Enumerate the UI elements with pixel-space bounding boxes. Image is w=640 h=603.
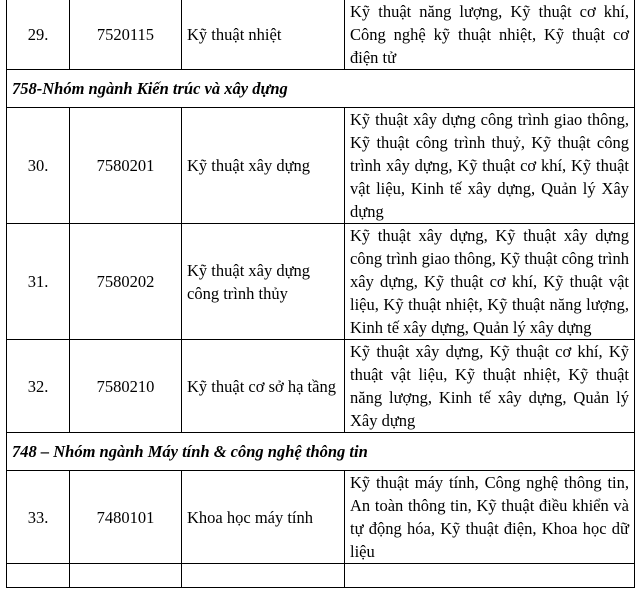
major-code: 7580210 [70, 340, 182, 433]
major-name: Kỹ thuật xây dựng công trình thủy [182, 224, 345, 340]
major-code: 7520115 [70, 0, 182, 70]
group-header-row [7, 70, 635, 108]
table-row [7, 471, 635, 564]
table-row [7, 224, 635, 340]
row-number: 30. [7, 108, 70, 224]
major-name: Kỹ thuật xây dựng [182, 108, 345, 224]
row-number: 29. [7, 0, 70, 70]
major-code [70, 564, 182, 588]
majors-table [6, 0, 635, 588]
table-row [7, 0, 635, 70]
row-number: 33. [7, 471, 70, 564]
table-row [7, 564, 635, 588]
related-majors: Kỹ thuật máy tính, Công nghệ thông tin, An toàn thông tin, Kỹ thuật điều khiển và tự động hóa, Kỹ thuật điện, Khoa học dữ liệu [345, 471, 635, 564]
major-name: Kỹ thuật nhiệt [182, 0, 345, 70]
related-majors [345, 564, 635, 588]
major-code: 7580202 [70, 224, 182, 340]
major-name [182, 564, 345, 588]
group-title: 758-Nhóm ngành Kiến trúc và xây dựng [7, 70, 635, 108]
table-row [7, 108, 635, 224]
major-code: 7480101 [70, 471, 182, 564]
group-header-row [7, 433, 635, 471]
major-code: 7580201 [70, 108, 182, 224]
related-majors: Kỹ thuật xây dựng, Kỹ thuật cơ khí, Kỹ thuật vật liệu, Kỹ thuật nhiệt, Kỹ thuật năng lượng, Kinh tế xây dựng, Quản lý Xây dựng [345, 340, 635, 433]
row-number [7, 564, 70, 588]
group-title: 748 – Nhóm ngành Máy tính & công nghệ thông tin [7, 433, 635, 471]
major-name: Khoa học máy tính [182, 471, 345, 564]
row-number: 32. [7, 340, 70, 433]
major-name: Kỹ thuật cơ sở hạ tầng [182, 340, 345, 433]
table-row [7, 340, 635, 433]
row-number: 31. [7, 224, 70, 340]
related-majors: Kỹ thuật xây dựng, Kỹ thuật xây dựng công trình giao thông, Kỹ thuật công trình xây dựng, Kỹ thuật cơ khí, Kỹ thuật vật liệu, Kỹ thuật nhiệt, Kỹ thuật năng lượng, Kinh tế xây dựng, Quản lý xây dựng [345, 224, 635, 340]
related-majors: Kỹ thuật xây dựng công trình giao thông, Kỹ thuật công trình thuỷ, Kỹ thuật công trình xây dựng, Kỹ thuật cơ khí, Kỹ thuật vật liệu, Kinh tế xây dựng, Quản lý Xây dựng [345, 108, 635, 224]
related-majors: Kỹ thuật năng lượng, Kỹ thuật cơ khí, Công nghệ kỹ thuật nhiệt, Kỹ thuật cơ điện tử [345, 0, 635, 70]
